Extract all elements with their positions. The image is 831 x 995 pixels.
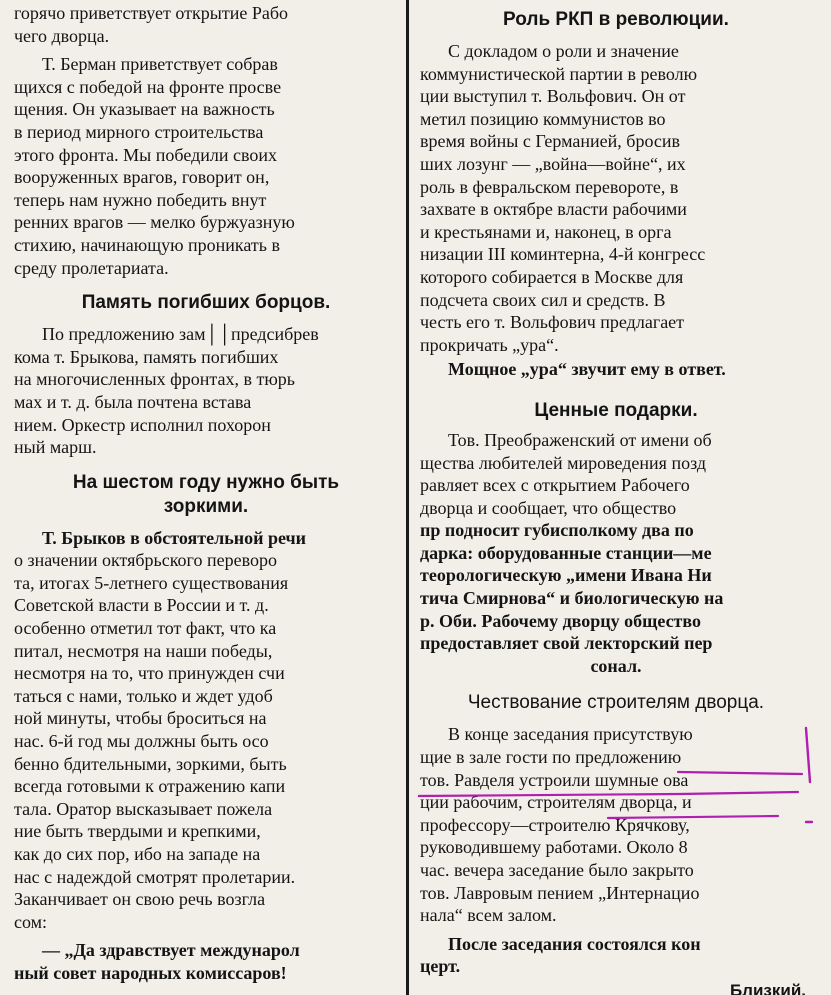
column-divider (406, 0, 409, 995)
gifts-heading: Ценные подарки. (534, 399, 698, 421)
text-line: По предложению зам││предсибрев (42, 324, 319, 345)
text-line: дворца и сообщает, что общество (420, 497, 677, 518)
text-line: предоставляет свой лекторский пер (420, 633, 713, 654)
text-line: о значении октябрьского переворо (14, 550, 277, 571)
text-line: В конце заседания присутствую (448, 724, 693, 745)
text-line: теперь нам нужно победить внут (14, 189, 267, 210)
text-line: нием. Оркестр исполнил похорон (14, 414, 271, 435)
vigilance-paragraph (14, 527, 398, 934)
concert-paragraph (420, 933, 812, 978)
text-line: чего дворца. (14, 25, 110, 46)
text-line: нас с надеждой смотрят пролетарии. (14, 866, 296, 887)
text-line: Тов. Преображенский от имени об (448, 429, 712, 450)
text-line: ние быть твердыми и крепкими, (14, 821, 261, 842)
text-line: тала. Оратор высказывает пожела (14, 798, 273, 819)
text-line: сом: (14, 911, 48, 932)
text-line: Т. Берман приветствует собрав (42, 54, 278, 75)
right-column (420, 0, 812, 995)
ura-line (420, 358, 812, 381)
intro-paragraph (14, 2, 398, 47)
text-line: равляет всех с открытием Рабочего (420, 475, 690, 496)
text-line: щихся с победой на фронте просве (14, 76, 282, 97)
rkp-paragraph (420, 40, 812, 356)
text-line: как до сих пор, ибо на западе на (14, 844, 261, 864)
left-column (14, 0, 398, 995)
text-line: мах и т. д. была почтена встава (14, 391, 252, 412)
text-line: коммунистической партии в револю (420, 63, 698, 84)
text-line: руководившему работами. Около 8 (420, 837, 688, 858)
text-line: которого собирается в Москве для (420, 266, 684, 287)
text-line: профессору—строителю Крячкову, (420, 814, 690, 835)
text-line: ный совет народных комиссаров! (14, 962, 287, 983)
text-line: ный марш. (14, 437, 97, 458)
berman-paragraph (14, 53, 398, 279)
text-line: питал, несмотря на наши победы, (14, 640, 273, 661)
text-line: метил позицию коммунистов во (420, 108, 666, 129)
text-line: вооруженных врагов, говорит он, (14, 167, 270, 188)
text-line: бенно бдительными, зоркими, быть (14, 753, 287, 774)
text-line: ренних врагов — мелко буржуазную (14, 212, 295, 233)
memory-heading: Память погибших борцов. (81, 292, 331, 314)
text-line: ших лозунг — „война—войне“, их (420, 153, 686, 174)
text-line: теорологическую „имени Ивана Ни (420, 565, 712, 586)
text-line: этого фронта. Мы победили своих (14, 144, 277, 165)
text-line: та, итогах 5-летнего существования (14, 572, 289, 593)
rkp-heading: Роль РКП в революции. (503, 9, 729, 30)
text-line: — „Да здравствует междунарол (42, 940, 300, 961)
text-line: тов. Равделя устроили шумные ова (420, 769, 689, 790)
text-line: низации III коминтерна, 4-й конгресс (420, 244, 706, 265)
text-line: церт. (420, 956, 461, 977)
text-line: таться с нами, только и ждет удоб (14, 685, 273, 706)
text-line: среду пролетариата. (14, 257, 169, 278)
builders-paragraph (420, 723, 812, 926)
text-line: Т. Брыков в обстоятельной речи (42, 527, 307, 548)
text-line: Советской власти в России и т. д. (14, 595, 269, 616)
text-line: С докладом о роли и значение (448, 41, 679, 61)
text-line: пр подносит губисполкому два по (420, 520, 694, 541)
vigilance-heading-line-2: зоркими. (163, 495, 249, 517)
closing-paragraph (14, 939, 398, 984)
text-line: горячо приветствует открытие Рабо (14, 3, 288, 23)
text-line: в период мирного строительства (14, 121, 264, 142)
text-line: особенно отметил тот факт, что ка (14, 618, 277, 639)
text-line: Заканчивает он свою речь возгла (14, 889, 266, 910)
text-line: р. Оби. Рабочему дворцу общество (420, 610, 701, 631)
text-line: всегда готовыми к отражению капи (14, 776, 286, 797)
text-line: нас. 6-й год мы должны быть осо (14, 731, 269, 752)
text-line: на многочисленных фронтах, в тюрь (14, 369, 296, 390)
text-line: ной минуты, чтобы броситься на (14, 708, 267, 729)
text-line: щения. Он указывает на важность (14, 99, 275, 120)
text-line: Мощное „ура“ звучит ему в ответ. (448, 359, 726, 380)
text-line: нала“ всем залом. (420, 905, 557, 926)
text-line: прокричать „ура“. (420, 334, 559, 355)
text-line: кома т. Брыкова, память погибших (14, 346, 279, 367)
text-line: щие в зале гости по предложению (420, 747, 682, 768)
text-line: ции выступил т. Вольфович. Он от (420, 86, 686, 107)
text-line: сонал. (590, 655, 642, 676)
text-line: несмотря на то, что принужден счи (14, 663, 285, 684)
gifts-paragraph (420, 429, 812, 678)
text-line: роль в февральском перевороте, в (420, 176, 679, 197)
text-line: захвате в октябре власти рабочими (420, 199, 687, 220)
text-line: стихию, начинающую проникать в (14, 234, 281, 255)
text-line: час. вечера заседание было закрыто (420, 860, 694, 880)
text-line: тов. Лавровым пением „Интернацио (420, 882, 700, 903)
text-line: После заседания состоялся кон (448, 933, 701, 954)
text-line: ции рабочим, строителям дворца, и (420, 792, 692, 813)
text-line: дарка: оборудованные станции—ме (420, 542, 712, 563)
text-line: щества любителей мироведения позд (420, 452, 707, 473)
text-line: тича Смирнова“ и биологическую на (420, 588, 724, 609)
author-signature: Близкий. (729, 980, 806, 995)
builders-heading: Чествование строителям дворца. (467, 692, 765, 714)
vigilance-heading-line-1: На шестом году нужно быть (72, 471, 340, 493)
text-line: и крестьянами и, наконец, в орга (420, 221, 672, 242)
memory-paragraph (14, 323, 398, 459)
text-line: честь его т. Вольфович предлагает (420, 312, 685, 333)
text-line: время войны с Германией, бросив (420, 131, 681, 152)
text-line: подсчета своих сил и средств. В (420, 289, 666, 310)
